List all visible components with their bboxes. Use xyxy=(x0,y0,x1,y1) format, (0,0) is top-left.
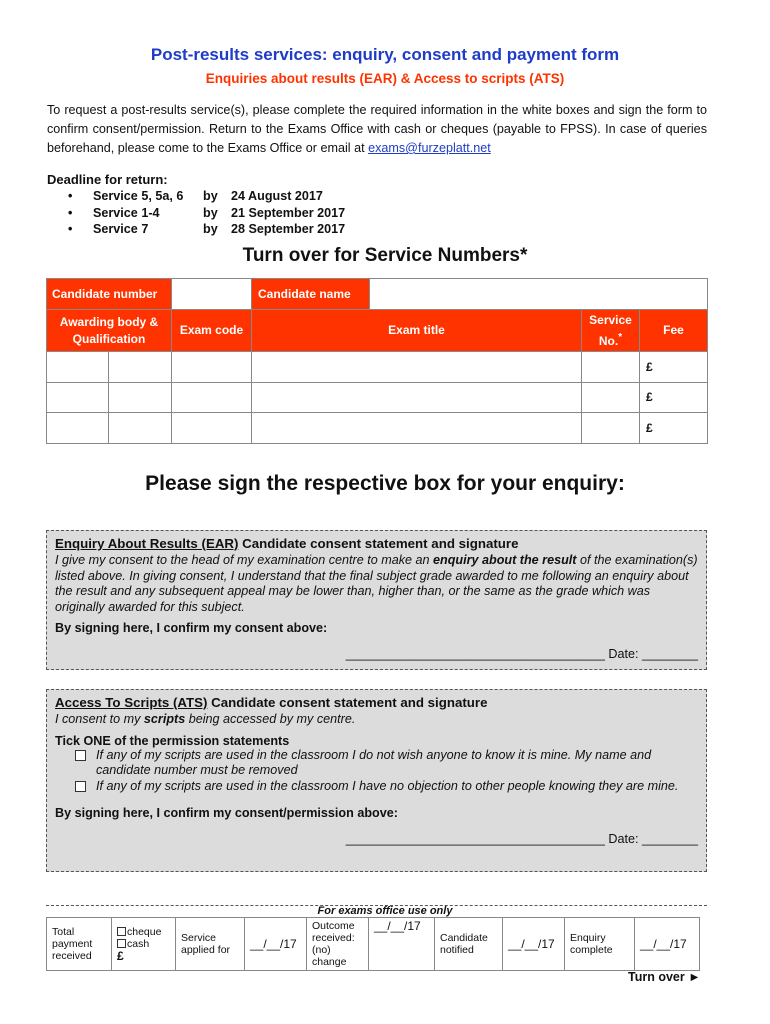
email-link[interactable]: exams@furzeplatt.net xyxy=(368,141,491,155)
office-use-table xyxy=(46,917,700,971)
deadline-service: Service 1-4 xyxy=(93,205,160,220)
ats-tick-heading: Tick ONE of the permission statements xyxy=(55,733,290,748)
payment-method-cell xyxy=(112,918,176,971)
ats-heading-rest: Candidate consent statement and signature xyxy=(207,695,488,710)
ats-option-1[interactable] xyxy=(55,748,698,779)
exam-code-cell[interactable] xyxy=(172,352,252,383)
ear-text-1: I give my consent to the head of my examination centre to make an xyxy=(55,553,434,567)
fee-cell[interactable]: £ xyxy=(640,382,708,413)
enquiry-complete-label: Enquiry complete xyxy=(565,918,635,971)
candidate-notified-label: Candidate notified xyxy=(435,918,503,971)
deadline-list xyxy=(68,189,345,239)
fee-cell[interactable]: £ xyxy=(640,413,708,444)
enquiry-complete-date[interactable]: __/__/17 xyxy=(635,918,700,971)
table-row xyxy=(47,352,708,383)
exam-title-header: Exam title xyxy=(252,310,582,352)
deadline-heading: Deadline for return: xyxy=(47,172,168,187)
service-number-header xyxy=(582,310,640,352)
ats-option-2[interactable] xyxy=(55,779,698,795)
service-number-cell[interactable] xyxy=(582,352,640,383)
awarding-body-header: Awarding body & Qualification xyxy=(47,310,172,352)
ats-confirm: By signing here, I confirm my consent/permission above: xyxy=(55,806,398,820)
awarding-cell[interactable] xyxy=(47,413,109,444)
cash-label: cash xyxy=(127,938,150,950)
office-use-label: For exams office use only xyxy=(317,905,453,917)
service-applied-date[interactable]: __/__/17 xyxy=(245,918,307,971)
exam-code-header: Exam code xyxy=(172,310,252,352)
deadline-by: by xyxy=(203,222,218,236)
ear-signature-line[interactable]: _____________________________________ Date: ________ xyxy=(345,647,698,661)
ats-text-2: being accessed by my centre. xyxy=(185,712,356,726)
ear-heading-title: Enquiry About Results (EAR) xyxy=(55,536,239,551)
service-number-cell[interactable] xyxy=(582,413,640,444)
service-number-mark: * xyxy=(618,331,623,343)
deadline-by: by xyxy=(203,205,218,220)
cheque-checkbox[interactable] xyxy=(117,927,126,936)
ats-text-1: I consent to my xyxy=(55,712,144,726)
total-payment-label: Total payment received xyxy=(47,918,112,971)
fee-cell[interactable]: £ xyxy=(640,352,708,383)
ats-consent-box xyxy=(46,689,707,872)
cheque-label: cheque xyxy=(127,926,162,938)
candidate-number-label: Candidate number xyxy=(47,279,172,310)
deadline-date: 24 August 2017 xyxy=(231,189,323,203)
ear-confirm: By signing here, I confirm my consent above: xyxy=(55,621,328,635)
exam-title-cell[interactable] xyxy=(252,382,582,413)
candidate-notified-date[interactable]: __/__/17 xyxy=(503,918,565,971)
candidate-table xyxy=(46,278,708,310)
ats-heading-title: Access To Scripts (ATS) xyxy=(55,695,208,710)
service-number-cell[interactable] xyxy=(582,382,640,413)
deadline-date: 28 September 2017 xyxy=(231,222,346,236)
outcome-date[interactable]: __/__/17 xyxy=(369,918,435,971)
qualification-cell[interactable] xyxy=(109,382,172,413)
deadline-service: Service 5, 5a, 6 xyxy=(93,189,184,203)
deadline-date: 21 September 2017 xyxy=(231,205,346,220)
exam-code-cell[interactable] xyxy=(172,382,252,413)
ats-signature-line[interactable]: _____________________________________ Date: ________ xyxy=(345,832,698,846)
ear-text-bold: enquiry about the result xyxy=(433,553,577,567)
checkbox[interactable] xyxy=(75,750,86,761)
exam-title-cell[interactable] xyxy=(252,413,582,444)
outcome-label: Outcome received: (no) change xyxy=(307,918,369,971)
deadline-service: Service 7 xyxy=(93,222,149,236)
payment-amount[interactable]: £ xyxy=(117,949,124,963)
intro-text: To request a post-results service(s), please complete the required information in the white boxes and sign the form to confirm consent/permission. Return to the Exams Office with cash or cheques (payable to FPSS). In case of queries beforehand, please come to the Exams Office or email at xyxy=(47,103,707,155)
service-number-label: Service No. xyxy=(589,312,632,348)
candidate-name-field[interactable] xyxy=(370,279,708,310)
table-row xyxy=(47,382,708,413)
exam-title-cell[interactable] xyxy=(252,352,582,383)
exam-table xyxy=(46,309,708,444)
ear-heading xyxy=(55,536,698,551)
checkbox[interactable] xyxy=(75,781,86,792)
turn-over-footer: Turn over ► xyxy=(628,970,701,984)
sign-heading: Please sign the respective box for your enquiry: xyxy=(145,472,625,495)
ear-heading-rest: Candidate consent statement and signature xyxy=(238,536,519,551)
ats-option-text: If any of my scripts are used in the classroom I have no objection to other people knowing they are mine. xyxy=(96,778,679,793)
awarding-cell[interactable] xyxy=(47,382,109,413)
ats-text-bold: scripts xyxy=(143,712,186,726)
ats-option-text: If any of my scripts are used in the classroom I do not wish anyone to know it is mine. My name and candidate number must be removed xyxy=(96,747,652,777)
turnover-heading: Turn over for Service Numbers* xyxy=(242,245,528,266)
form-subtitle: Enquiries about results (EAR) & Access to scripts (ATS) xyxy=(205,71,565,86)
deadline-by: by xyxy=(203,189,218,203)
candidate-number-field[interactable] xyxy=(172,279,252,310)
qualification-cell[interactable] xyxy=(109,413,172,444)
deadline-item: • Service 7 by 28 September 2017 xyxy=(68,222,345,239)
service-applied-label: Service applied for xyxy=(176,918,245,971)
ear-text-2: of the examination(s) listed above. In giving consent, I understand that the final subject grade awarded to me following an enquiry about the result and any subsequent appeal may be lower than, higher than, or the same as the grade which was originally awarded for this subject. xyxy=(55,553,698,614)
intro-paragraph xyxy=(47,101,707,158)
form-title: Post-results services: enquiry, consent and payment form xyxy=(150,45,620,64)
ear-statement xyxy=(55,553,698,615)
qualification-cell[interactable] xyxy=(109,352,172,383)
cash-checkbox[interactable] xyxy=(117,939,126,948)
fee-header: Fee xyxy=(640,310,708,352)
table-row xyxy=(47,413,708,444)
candidate-name-label: Candidate name xyxy=(252,279,370,310)
ats-heading xyxy=(55,695,698,710)
deadline-item: • Service 5, 5a, 6 by 24 August 2017 xyxy=(68,189,345,206)
ear-consent-box xyxy=(46,530,707,670)
deadline-item: • Service 1-4 by 21 September 2017 xyxy=(68,206,345,223)
exam-code-cell[interactable] xyxy=(172,413,252,444)
awarding-cell[interactable] xyxy=(47,352,109,383)
ats-statement xyxy=(55,712,698,728)
